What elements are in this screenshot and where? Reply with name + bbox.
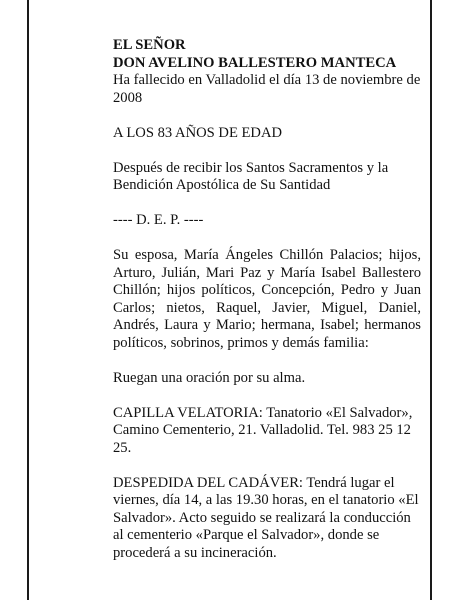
farewell-label: DESPEDIDA DEL CADÁVER:: [113, 474, 303, 491]
family-paragraph: Su esposa, María Ángeles Chillón Palacios; hijos, Arturo, Julián, Mari Paz y María Isabel Ballestero Chillón; hijos políticos, Concepción, Pedro y Juan Carlos; nietos, Raquel, Javier, Miguel, Daniel, Andrés, Laura y Mario; hermana, Isabel; hermanos políticos, sobrinos, primos y demás familia:: [113, 247, 421, 351]
obituary-notice: [113, 37, 421, 580]
chapel-details: Tanatorio «El Salvador», Camino Cementerio, 21. Valladolid. Tel. 983 25 12 25.: [113, 404, 413, 456]
sacraments-line: Después de recibir los Santos Sacramentos y la Bendición Apostólica de Su Santidad: [113, 159, 389, 193]
right-border-line: [430, 0, 432, 600]
farewell-paragraph: [113, 475, 421, 563]
chapel-paragraph: [113, 405, 421, 458]
rip-line: ---- D. E. P. ----: [113, 212, 204, 228]
death-statement: Ha fallecido en Valladolid el día 13 de noviembre de 2008: [113, 72, 421, 106]
farewell-details: Tendrá lugar el viernes, día 14, a las 19.30 horas, en el tanatorio «El Salvador». Acto seguido se realizará la conducción al cementerio «Parque el Salvador», donde se procederá a su incineración.: [113, 474, 419, 561]
notice-header: [113, 37, 421, 107]
left-border-line: [27, 0, 29, 600]
title-line-2: DON AVELINO BALLESTERO MANTECA: [113, 54, 397, 71]
prayer-request: Ruegan una oración por su alma.: [113, 369, 306, 386]
title-line-1: EL SEÑOR: [113, 37, 186, 53]
age-line: A LOS 83 AÑOS DE EDAD: [113, 124, 283, 141]
chapel-label: CAPILLA VELATORIA:: [113, 404, 263, 421]
